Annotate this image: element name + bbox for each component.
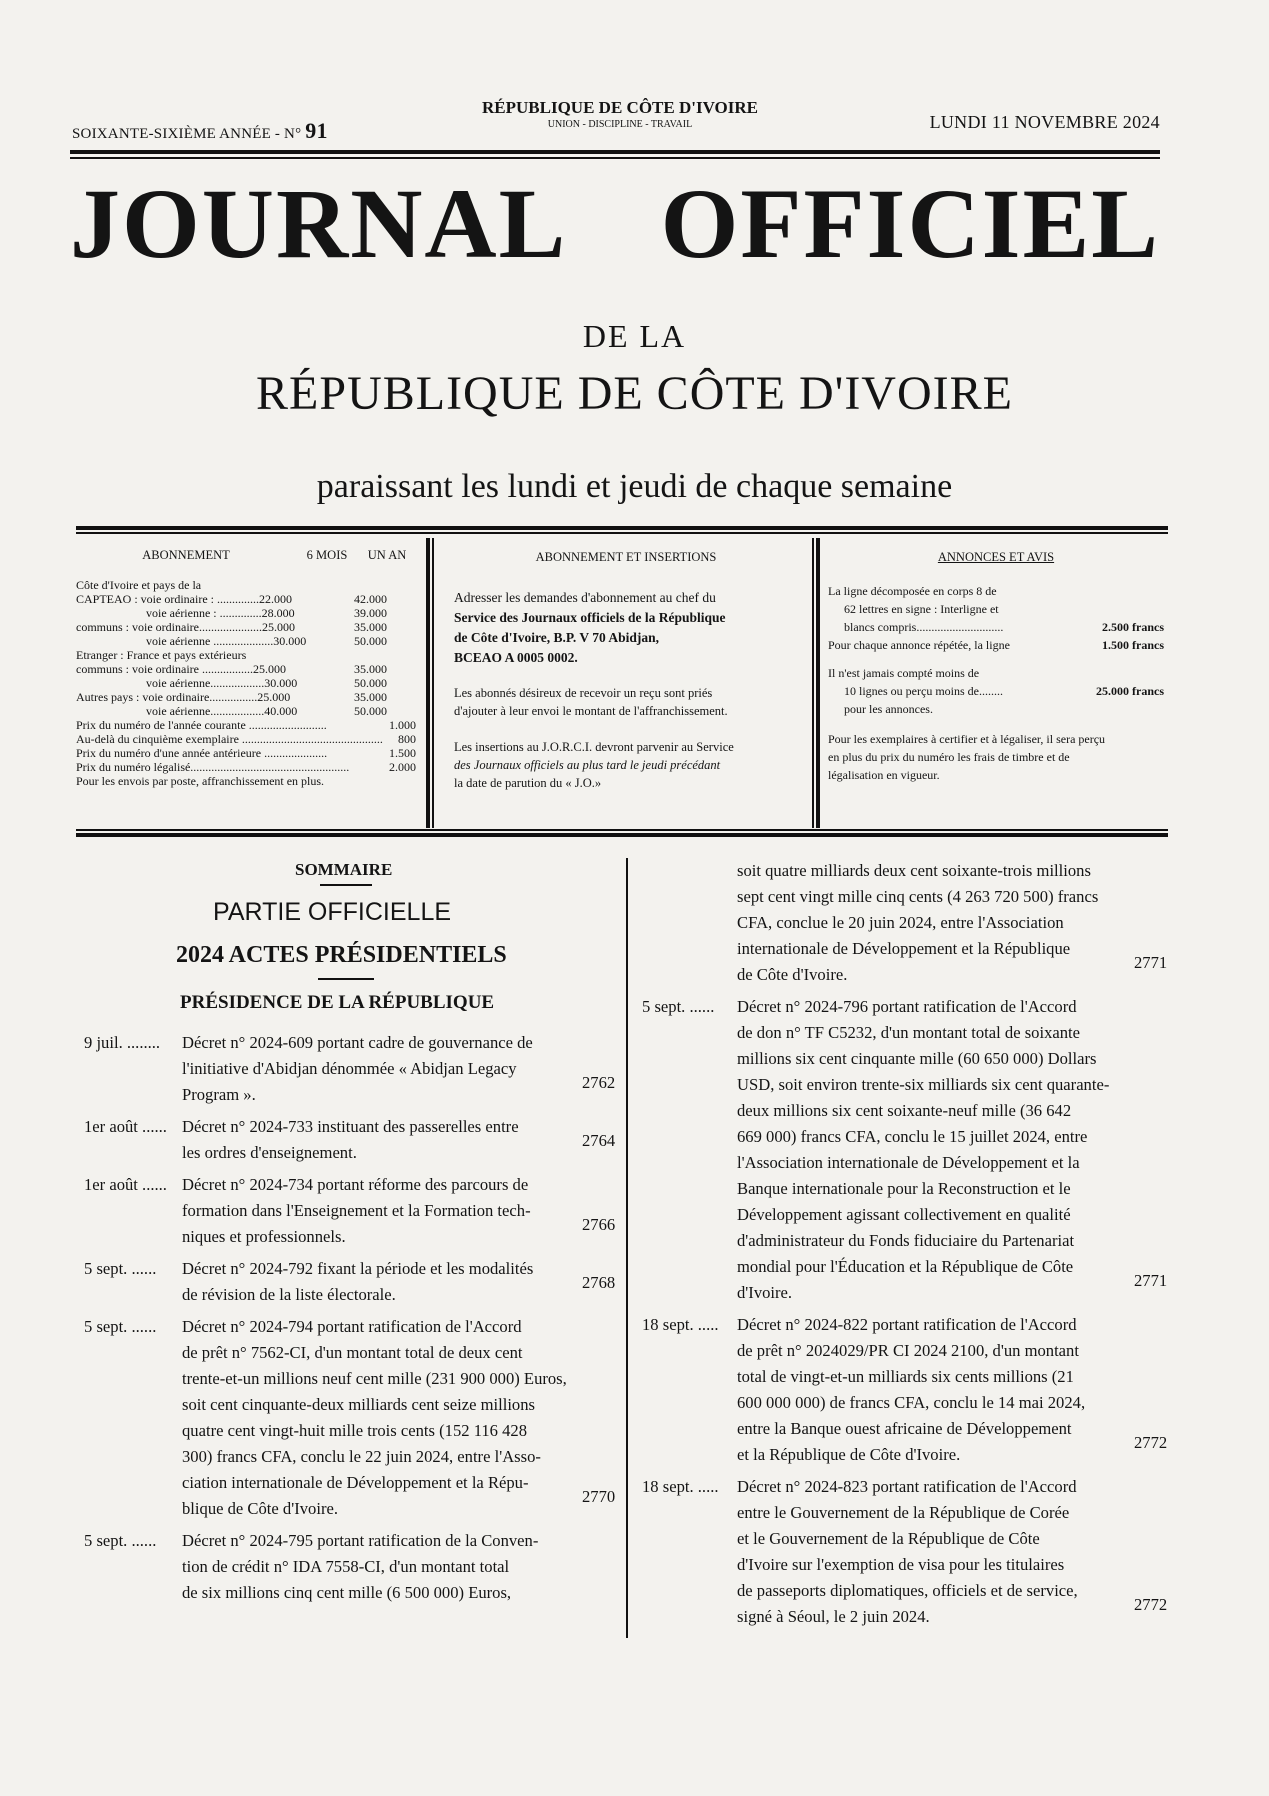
entry-line: Banque internationale pour la Reconstruction et le: [737, 1179, 1071, 1198]
abonnement-row-label: CAPTEAO : voie ordinaire : ..............22.000: [76, 592, 292, 606]
sommaire-entry: [84, 1030, 642, 1108]
price-row: [76, 718, 416, 732]
entry-page-number: 2764: [582, 1131, 616, 1150]
entry-line: soit quatre milliards deux cent soixante-trois millions: [737, 861, 1091, 880]
abonnement-row: [76, 648, 416, 662]
entry-line: internationale de Développement et la République: [737, 939, 1071, 958]
entry-text: [182, 1256, 580, 1308]
entry-page-number: 2766: [582, 1215, 616, 1234]
insertions-address: [454, 588, 798, 668]
insertions-p1d: BCEAO A 0005 0002.: [454, 650, 578, 665]
insertions-p3a: Les insertions au J.O.R.C.I. devront parvenir au Service: [454, 740, 734, 754]
header-rule-thin: [70, 157, 1160, 159]
box-bottom-rule: [76, 833, 1168, 837]
masthead-de-la: DE LA: [582, 318, 687, 354]
abonnement-row: [76, 634, 416, 648]
entry-page-number: 2771: [1134, 1271, 1168, 1290]
entry-line: soit cent cinquante-deux milliards cent seize millions: [182, 1395, 535, 1414]
sommaire-entry: [84, 1256, 642, 1308]
abonnement-row: [76, 620, 416, 634]
abonnement-1an: UN AN: [367, 548, 407, 562]
abonnement-row: [76, 606, 416, 620]
sommaire-entry: [642, 858, 1194, 988]
entry-text: [737, 1474, 1127, 1630]
abonnement-row-value: 39.000: [354, 606, 387, 620]
insertions-p1b: Service des Journaux officiels de la République: [454, 610, 726, 625]
entry-page-number: 2768: [582, 1273, 616, 1292]
entry-line: formation dans l'Enseignement et la Formation tech-: [182, 1201, 531, 1220]
entry-page-number: 2772: [1134, 1595, 1168, 1614]
annonces-l2: 62 lettres en signe : Interligne et: [844, 602, 999, 616]
box-divider-1b: [432, 538, 434, 828]
entry-line: de don n° TF C5232, d'un montant total de soixante: [737, 1023, 1081, 1042]
entry-line: Décret n° 2024-796 portant ratification de l'Accord: [737, 997, 1077, 1016]
sommaire-entry: [84, 1172, 642, 1250]
entry-text: [182, 1030, 580, 1108]
entry-line: sept cent vingt mille cinq cents (4 263 720 500) francs: [737, 887, 1099, 906]
entry-line: de Côte d'Ivoire.: [737, 965, 848, 984]
entry-line: de six millions cinq cent mille (6 500 000) Euros,: [182, 1583, 512, 1602]
actes-rule: [318, 978, 374, 980]
entry-line: Décret n° 2024-734 portant réforme des parcours de: [182, 1175, 529, 1194]
price-label: Prix du numéro légalisé.....................................................: [76, 760, 350, 774]
entry-date: 5 sept. ......: [84, 1259, 157, 1278]
issue-number: 91: [305, 118, 328, 143]
insertions-deadline: [454, 738, 798, 792]
entry-line: et le Gouvernement de la République de Côte: [737, 1529, 1040, 1548]
annonces-l10: légalisation en vigueur.: [828, 768, 940, 782]
abonnement-header: [76, 548, 416, 562]
entry-line: Décret n° 2024-795 portant ratification de la Conven-: [182, 1531, 539, 1550]
entry-line: de prêt n° 7562-CI, d'un montant total de deux cent: [182, 1343, 523, 1362]
abonnement-row: [76, 690, 416, 704]
abonnement-row-label: Etranger : France et pays extérieurs: [76, 648, 247, 662]
price-label: Prix du numéro de l'année courante ..........................: [76, 718, 327, 732]
insertions-column: [454, 548, 798, 792]
entry-text: [182, 1172, 580, 1250]
sommaire-entry: [642, 1474, 1194, 1630]
price-value: 800: [398, 732, 416, 746]
annonces-l6: 10 lignes ou perçu moins de........: [844, 684, 1003, 698]
sommaire-entry: [642, 1312, 1194, 1468]
partie-officielle: PARTIE OFFICIELLE: [213, 898, 452, 926]
entry-line: entre le Gouvernement de la République de Corée: [737, 1503, 1070, 1522]
abonnement-row-label: communs : voie ordinaire .................25.000: [76, 662, 286, 676]
masthead-word-journal: JOURNAL: [70, 168, 568, 279]
entry-page-number: 2762: [582, 1073, 616, 1092]
annonces-line-3: [828, 618, 1164, 636]
abonnement-row-label: Autres pays : voie ordinaire................25.000: [76, 690, 291, 704]
insertions-head: ABONNEMENT ET INSERTIONS: [535, 550, 717, 564]
entry-line: d'Ivoire sur l'exemption de visa pour les titulaires: [737, 1555, 1065, 1574]
price-label: Prix du numéro d'une année antérieure .....................: [76, 746, 328, 760]
presidence-heading: PRÉSIDENCE DE LA RÉPUBLIQUE: [180, 992, 495, 1013]
abonnement-rows: [76, 578, 416, 718]
entry-line: Décret n° 2024-792 fixant la période et les modalités: [182, 1259, 534, 1278]
entry-date: 9 juil. ........: [84, 1033, 161, 1052]
issue-year-label: SOIXANTE-SIXIÈME ANNÉE - N°: [72, 126, 302, 142]
entry-line: Décret n° 2024-822 portant ratification de l'Accord: [737, 1315, 1077, 1334]
entry-line: 600 000 000) de francs CFA, conclu le 14 mai 2024,: [737, 1393, 1086, 1412]
abonnement-row-value: [354, 648, 416, 662]
issue-year: [72, 118, 328, 144]
annonces-l3-price: 2.500 francs: [1102, 620, 1164, 634]
entry-page-number: 2770: [582, 1487, 616, 1506]
annonces-l9: en plus du prix du numéro les frais de timbre et de: [828, 750, 1070, 764]
box-top-rule-thin: [76, 532, 1168, 534]
sommaire-entry: [84, 1314, 642, 1522]
entry-line: d'Ivoire.: [737, 1283, 793, 1302]
entry-date: 5 sept. ......: [642, 997, 715, 1016]
annonces-l7: pour les annonces.: [844, 702, 933, 716]
box-divider-2b: [816, 538, 820, 828]
price-row: [76, 746, 416, 760]
abonnement-row-value: 50.000: [354, 704, 387, 718]
entry-page-number: 2772: [1134, 1433, 1168, 1452]
abonnement-row-label: voie aérienne : ..............28.000: [146, 606, 295, 620]
entry-date: 18 sept. .....: [642, 1477, 719, 1496]
box-top-rule: [76, 526, 1168, 530]
price-value: 2.000: [389, 760, 416, 774]
entry-line: millions six cent cinquante mille (60 650 000) Dollars: [737, 1049, 1097, 1068]
abonnement-row-value: 50.000: [354, 634, 387, 648]
sommaire-entry: [84, 1114, 642, 1166]
abonnement-row-label: voie aérienne ....................30.000: [146, 634, 307, 648]
entry-line: 300) francs CFA, conclu le 22 juin 2024, entre l'Asso-: [182, 1447, 541, 1466]
entry-line: signé à Séoul, le 2 juin 2024.: [737, 1607, 930, 1626]
price-row: [76, 760, 416, 774]
annonces-l6-price: 25.000 francs: [1096, 684, 1164, 698]
abonnement-row: [76, 592, 416, 606]
entry-text: [737, 858, 1127, 988]
entry-line: USD, soit environ trente-six milliards six cent quarante-: [737, 1075, 1110, 1094]
entry-line: Program ».: [182, 1085, 256, 1104]
entry-line: trente-et-un millions neuf cent mille (231 900 000) Euros,: [182, 1369, 567, 1388]
annonces-line-6: [828, 682, 1164, 700]
abonnement-row-label: Côte d'Ivoire et pays de la: [76, 578, 202, 592]
annonces-l4: Pour chaque annonce répétée, la ligne: [828, 638, 1010, 652]
entry-page-number: 2771: [1134, 953, 1168, 972]
abonnement-6mois: 6 MOIS: [306, 548, 348, 562]
insertions-p1a: Adresser les demandes d'abonnement au chef du: [454, 590, 716, 605]
entry-line: l'initiative d'Abidjan dénommée « Abidjan Legacy: [182, 1059, 517, 1078]
entry-text: [182, 1314, 580, 1522]
abonnement-row-value: [354, 578, 416, 592]
entry-line: CFA, conclue le 20 juin 2024, entre l'Association: [737, 913, 1064, 932]
entry-line: Développement agissant collectivement en qualité: [737, 1205, 1071, 1224]
abonnement-row-value: 42.000: [354, 592, 387, 606]
insertions-p3b: des Journaux officiels au plus tard le jeudi précédant: [454, 758, 721, 772]
box-divider-2: [812, 538, 814, 828]
entry-line: Décret n° 2024-794 portant ratification de l'Accord: [182, 1317, 522, 1336]
entry-date: 5 sept. ......: [84, 1317, 157, 1336]
abonnement-row: [76, 676, 416, 690]
price-label: Au-delà du cinquième exemplaire ...............................................: [76, 732, 383, 746]
insertions-p3c: la date de parution du « J.O.»: [454, 776, 602, 790]
entry-line: de révision de la liste électorale.: [182, 1285, 396, 1304]
entry-line: blique de Côte d'Ivoire.: [182, 1499, 338, 1518]
annonces-l4-price: 1.500 francs: [1102, 638, 1164, 652]
entry-line: de passeports diplomatiques, officiels et de service,: [737, 1581, 1078, 1600]
price-value: 1.500: [389, 746, 416, 760]
entry-text: [737, 1312, 1127, 1468]
abonnement-row-label: communs : voie ordinaire.....................25.000: [76, 620, 295, 634]
abonnement-row-value: 35.000: [354, 620, 387, 634]
header-republic: RÉPUBLIQUE DE CÔTE D'IVOIRE: [482, 98, 758, 117]
entry-line: l'Association internationale de Développement et la: [737, 1153, 1080, 1172]
entry-text: [182, 1114, 580, 1166]
actes-presidentiels: 2024 ACTES PRÉSIDENTIELS: [176, 942, 507, 968]
insertions-p2a: Les abonnés désireux de recevoir un reçu sont priés: [454, 686, 713, 700]
entry-line: Décret n° 2024-733 instituant des passerelles entre: [182, 1117, 519, 1136]
entry-text: [737, 994, 1127, 1306]
abonnement-footer: Pour les envois par poste, affranchissement en plus.: [76, 774, 325, 788]
entry-line: Décret n° 2024-823 portant ratification de l'Accord: [737, 1477, 1077, 1496]
insertions-p2b: d'ajouter à leur envoi le montant de l'affranchissement.: [454, 704, 728, 718]
entry-line: niques et professionnels.: [182, 1227, 346, 1246]
header-rule-thick: [70, 150, 1160, 154]
abonnement-row-value: 35.000: [354, 662, 387, 676]
insertions-p1c: de Côte d'Ivoire, B.P. V 70 Abidjan,: [454, 630, 660, 645]
abonnement-head: ABONNEMENT: [142, 548, 230, 562]
annonces-l5: Il n'est jamais compté moins de: [828, 666, 980, 680]
annonces-l3: blancs compris.............................: [844, 620, 1004, 634]
entry-line: quatre cent vingt-huit mille trois cents (152 116 428: [182, 1421, 528, 1440]
annonces-line-4: [828, 636, 1164, 654]
abonnement-row: [76, 578, 416, 592]
entry-line: tion de crédit n° IDA 7558-CI, d'un montant total: [182, 1557, 510, 1576]
abonnement-row-label: voie aérienne..................30.000: [146, 676, 298, 690]
box-divider-1: [426, 538, 430, 828]
sommaire-entry: [84, 1528, 642, 1606]
entry-date: 1er août ......: [84, 1175, 167, 1194]
sommaire-entry: [642, 994, 1194, 1306]
header-motto: UNION - DISCIPLINE - TRAVAIL: [547, 119, 693, 130]
annonces-l1: La ligne décomposée en corps 8 de: [828, 584, 997, 598]
abonnement-row-value: 35.000: [354, 690, 387, 704]
entry-text: [182, 1528, 580, 1606]
masthead-word-officiel: OFFICIEL: [660, 168, 1160, 279]
box-bottom-rule-thin: [76, 829, 1168, 831]
entry-date: 18 sept. .....: [642, 1315, 719, 1334]
masthead-republic: RÉPUBLIQUE DE CÔTE D'IVOIRE: [256, 367, 1013, 420]
entry-line: ciation internationale de Développement et la Répu-: [182, 1473, 529, 1492]
abonnement-row-value: 50.000: [354, 676, 387, 690]
insertions-receipt: [454, 684, 798, 720]
entry-line: Décret n° 2024-609 portant cadre de gouvernance de: [182, 1033, 533, 1052]
abonnement-row: [76, 704, 416, 718]
sommaire-rule: [320, 884, 372, 886]
entry-line: 669 000) francs CFA, conclu le 15 juillet 2024, entre: [737, 1127, 1088, 1146]
masthead-title: [70, 168, 1160, 279]
header-republic-block: [440, 98, 800, 130]
entry-line: de prêt n° 2024029/PR CI 2024 2100, d'un montant: [737, 1341, 1079, 1360]
abonnement-prices: [76, 718, 416, 774]
price-value: 1.000: [389, 718, 416, 732]
entry-line: les ordres d'enseignement.: [182, 1143, 357, 1162]
entry-line: mondial pour l'Éducation et la République de Côte: [737, 1257, 1074, 1276]
annonces-head: ANNONCES ET AVIS: [937, 550, 1055, 564]
abonnement-row-label: voie aérienne..................40.000: [146, 704, 298, 718]
entry-date: 5 sept. ......: [84, 1531, 157, 1550]
abonnement-column: [76, 548, 416, 788]
sommaire-title: SOMMAIRE: [295, 860, 393, 879]
entry-date: 1er août ......: [84, 1117, 167, 1136]
annonces-l8: Pour les exemplaires à certifier et à légaliser, il sera perçu: [828, 732, 1106, 746]
entry-line: et la République de Côte d'Ivoire.: [737, 1445, 961, 1464]
entry-line: d'administrateur du Fonds fiduciaire du Partenariat: [737, 1231, 1075, 1250]
issue-date: LUNDI 11 NOVEMBRE 2024: [929, 112, 1160, 132]
publication-frequency: paraissant les lundi et jeudi de chaque semaine: [316, 468, 953, 505]
entry-line: deux millions six cent soixante-neuf mille (36 642: [737, 1101, 1072, 1120]
entry-line: entre la Banque ouest africaine de Développement: [737, 1419, 1072, 1438]
entry-line: total de vingt-et-un milliards six cents millions (21: [737, 1367, 1074, 1386]
abonnement-row: [76, 662, 416, 676]
price-row: [76, 732, 416, 746]
annonces-column: [828, 548, 1164, 784]
